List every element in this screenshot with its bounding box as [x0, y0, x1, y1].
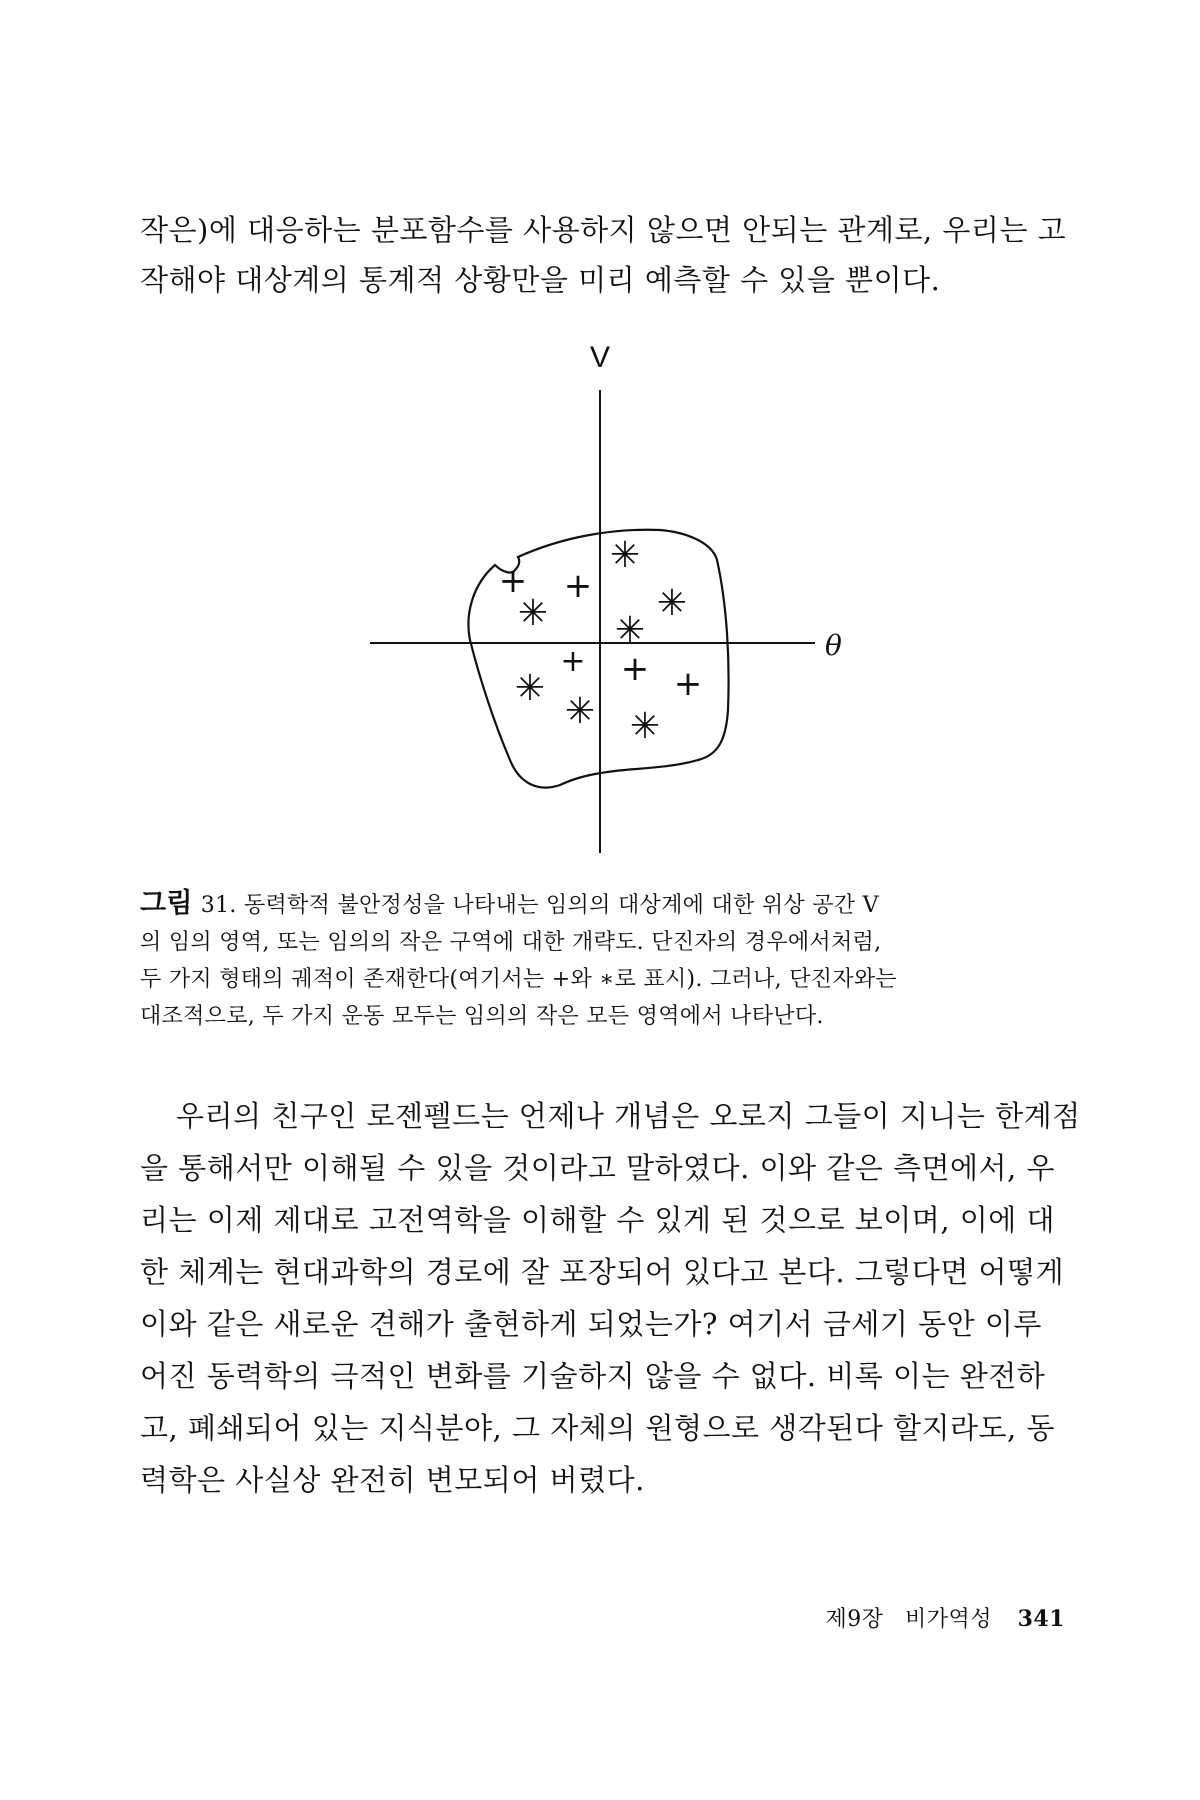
text-line: 작해야 대상계의 통계적 상황만을 미리 예측할 수 있을 뿐이다.: [140, 263, 941, 297]
star-marker: ✳: [629, 706, 661, 747]
star-marker: ✳: [656, 583, 688, 624]
phase-space-figure: [360, 330, 860, 860]
text-line: 우리의 친구인 로젠펠드는 언제나 개념은 오로지 그들이 지니는 한계점: [176, 1099, 1081, 1133]
figure-caption: [140, 885, 1080, 1035]
star-marker: ✳: [614, 610, 646, 651]
chapter-label: 제9장: [825, 1607, 884, 1632]
star-marker: ✳: [514, 668, 546, 709]
plus-marker: +: [563, 566, 593, 606]
figure-label: 그림: [140, 888, 193, 919]
text-line: 한 체계는 현대과학의 경로에 잘 포장되어 있다고 본다. 그렇다면 어떻게: [140, 1255, 1065, 1289]
text-line: 고, 폐쇄되어 있는 지식분야, 그 자체의 원형으로 생각된다 할지라도, 동: [140, 1411, 1056, 1445]
plus-marker: +: [673, 664, 703, 704]
plus-marker: +: [620, 649, 650, 689]
top-paragraph: [140, 205, 1080, 305]
text-line: 작은)에 대응하는 분포함수를 사용하지 않으면 안되는 관계로, 우리는 고: [140, 213, 1067, 247]
caption-line: 두 가지 형태의 궤적이 존재한다(여기서는 +와 ∗로 표시). 그러나, 단진자와는: [140, 967, 897, 992]
theta-axis-label: θ: [825, 629, 842, 662]
chapter-title: 비가역성: [905, 1607, 993, 1632]
caption-line: 의 임의 영역, 또는 임의의 작은 구역에 대한 개략도. 단진자의 경우에서처럼,: [140, 930, 882, 955]
plus-marker: +: [498, 561, 528, 601]
text-line: 을 통해서만 이해될 수 있을 것이라고 말하였다. 이와 같은 측면에서, 우: [140, 1151, 1056, 1185]
star-marker: ✳: [564, 691, 596, 732]
figure-number: 31.: [200, 893, 237, 918]
main-paragraph: [140, 1090, 1080, 1506]
star-marker: ✳: [609, 535, 641, 576]
text-line: 력학은 사실상 완전히 변모되어 버렸다.: [140, 1463, 645, 1497]
text-line: 리는 이제 제대로 고전역학을 이해할 수 있게 된 것으로 보이며, 이에 대: [140, 1203, 1056, 1237]
page-number: 341: [1017, 1606, 1065, 1632]
text-line: 이와 같은 새로운 견해가 출현하게 되었는가? 여기서 금세기 동안 이루: [140, 1307, 1042, 1341]
text-line: 어진 동력학의 극적인 변화를 기술하지 않을 수 없다. 비록 이는 완전하: [140, 1359, 1046, 1393]
caption-line: 대조적으로, 두 가지 운동 모두는 임의의 작은 모든 영역에서 나타난다.: [140, 1004, 824, 1029]
v-axis-label: V: [589, 341, 611, 374]
page-footer: [826, 1602, 1065, 1633]
plus-marker: +: [560, 644, 586, 679]
caption-line: 동력학적 불안정성을 나타내는 임의의 대상계에 대한 위상 공간 V: [243, 893, 879, 918]
star-marker: ✳: [517, 593, 549, 634]
